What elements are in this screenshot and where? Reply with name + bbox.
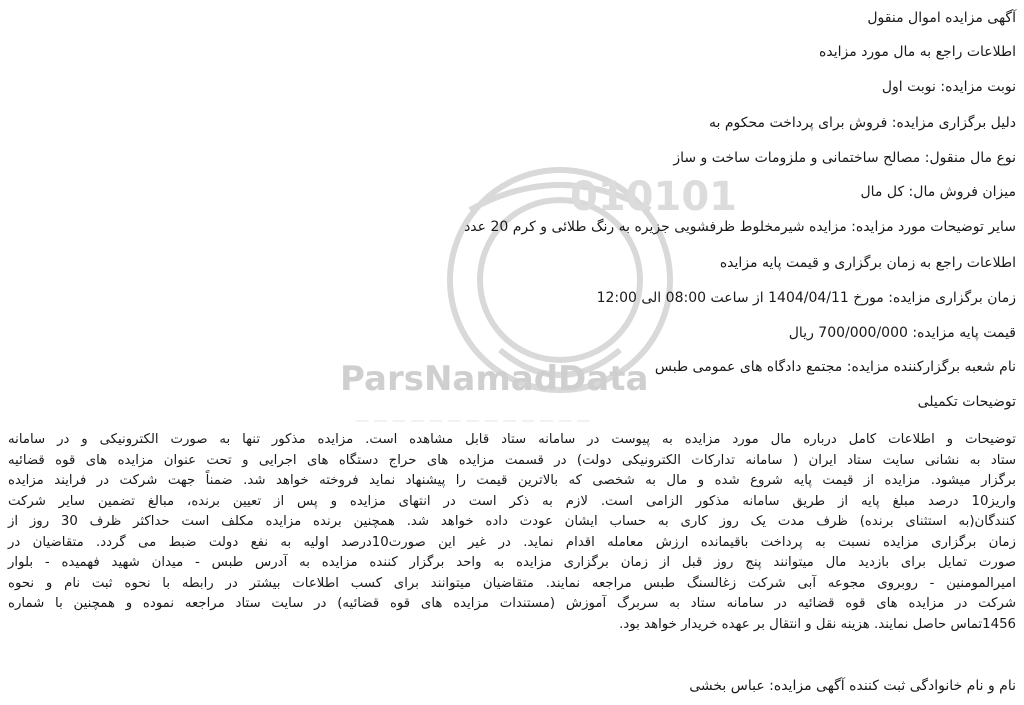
field-base-price: قیمت پایه مزایده: 700/000/000 ریال xyxy=(788,325,1016,341)
notice-title: آگهی مزایده اموال منقول xyxy=(867,10,1016,26)
field-sale-amount: میزان فروش مال: کل مال xyxy=(860,184,1016,200)
field-auction-datetime: زمان برگزاری مزایده: مورخ 1404/04/11 از ساعت 08:00 الی 12:00 xyxy=(596,290,1016,306)
paragraph-line: کنندگان(به استثنای برنده) ظرف مدت یک روز کاری به حساب ایشان عودت داده خواهد شد. همچنین برنده مزایده مکلف است حداکثر ظرف 30 روز از xyxy=(8,514,1016,529)
paragraph-line: برگزار میشود. مزایده از قیمت پایه شروع شده و مال به شخصی که بالاترین قیمت را پیشنهاد نماید فروخته خواهد شد. ضمناً جهت شرکت در فرایند مزایده xyxy=(8,473,1016,488)
watermark-code: 010101 xyxy=(570,174,737,220)
paragraph-line: زمان برگزاری مزایده نسبت به پرداخت باقیمانده ارزش معامله اقدام نماید. در غیر این صورت10درصد اولیه به نفع دولت ضبط می گردد. متقاضیان در xyxy=(8,534,1016,550)
section-heading-property: اطلاعات راجع به مال مورد مزایده xyxy=(819,44,1016,60)
paragraph-line: توضیحات و اطلاعات کامل درباره مال مورد مزایده به پیوست در سامانه ستاد قابل مشاهده است. مزایده مذکور تنها به صورت الکترونیکی و در سامانه xyxy=(8,432,1016,447)
field-registrant-name: نام و نام خانوادگی ثبت کننده آگهی مزایده: عباس بخشی xyxy=(689,678,1016,694)
field-auction-reason: دلیل برگزاری مزایده: فروش برای پرداخت محکوم به xyxy=(709,115,1016,131)
paragraph-line: 1456تماس حاصل نمایند. هزینه نقل و انتقال بر عهده خریدار خواهد بود. xyxy=(619,616,1016,632)
paragraph-line: صورت تمایل برای بازدید مال میتوانند پنج روز قبل از زمان برگزاری مزایده به واحد برگزار کننده مزایده به آدرس طبس - میدان شهید فهمیده - بلوار xyxy=(8,555,1016,570)
paragraph-line: امیرالمومنین - روبروی مجوعه آبی شرکت زغالسنگ طبس مراجعه نمایند. متقاضیان میتوانند برای کسب اطلاعات بیشتر در رابطه با نحوه ثبت نام و نحوه xyxy=(8,575,1016,591)
watermark-brand: ParsNamadData xyxy=(340,359,649,399)
watermark-sub: — — — — — — — — — — — — — xyxy=(355,413,591,429)
section-heading-extra: توضیحات تکمیلی xyxy=(917,394,1016,410)
extra-details-paragraph xyxy=(8,430,1016,635)
paragraph-line: شرکت در مزایده های قوه قضائیه در سامانه ستاد به سربرگ آموزش (مستندات مزایده های قوه قضائیه) در سایت ستاد مراجعه نموده و همچنین با شماره xyxy=(8,596,1016,611)
section-heading-time-price: اطلاعات راجع به زمان برگزاری و قیمت پایه مزایده xyxy=(719,255,1016,271)
field-other-details: سایر توضیحات مورد مزایده: مزایده شیرمخلوط ظرفشویی جزیره به رنگ طلائی و کرم 20 عدد xyxy=(464,219,1016,235)
field-organizer-branch: نام شعبه برگزارکننده مزایده: مجتمع دادگاه های عمومی طبس xyxy=(654,359,1016,375)
field-property-type: نوع مال منقول: مصالح ساختمانی و ملزومات ساخت و ساز xyxy=(673,150,1016,166)
paragraph-line: ستاد به نشانی سایت ستاد ایران ( سامانه تدارکات الکترونیکی دولت) در قسمت مزایده های حراج دستگاه های اجرایی و تحت عنوان مزایده های قوه قضائیه xyxy=(8,452,1016,468)
paragraph-line: واریز10 درصد مبلغ پایه از طریق سامانه مذکور الزامی است. لازم به ذکر است در انتهای مزایده و پس از تعیین برنده، مبالغ تضمین سایر شرکت xyxy=(8,493,1016,509)
field-auction-round: نوبت مزایده: نوبت اول xyxy=(881,79,1016,95)
